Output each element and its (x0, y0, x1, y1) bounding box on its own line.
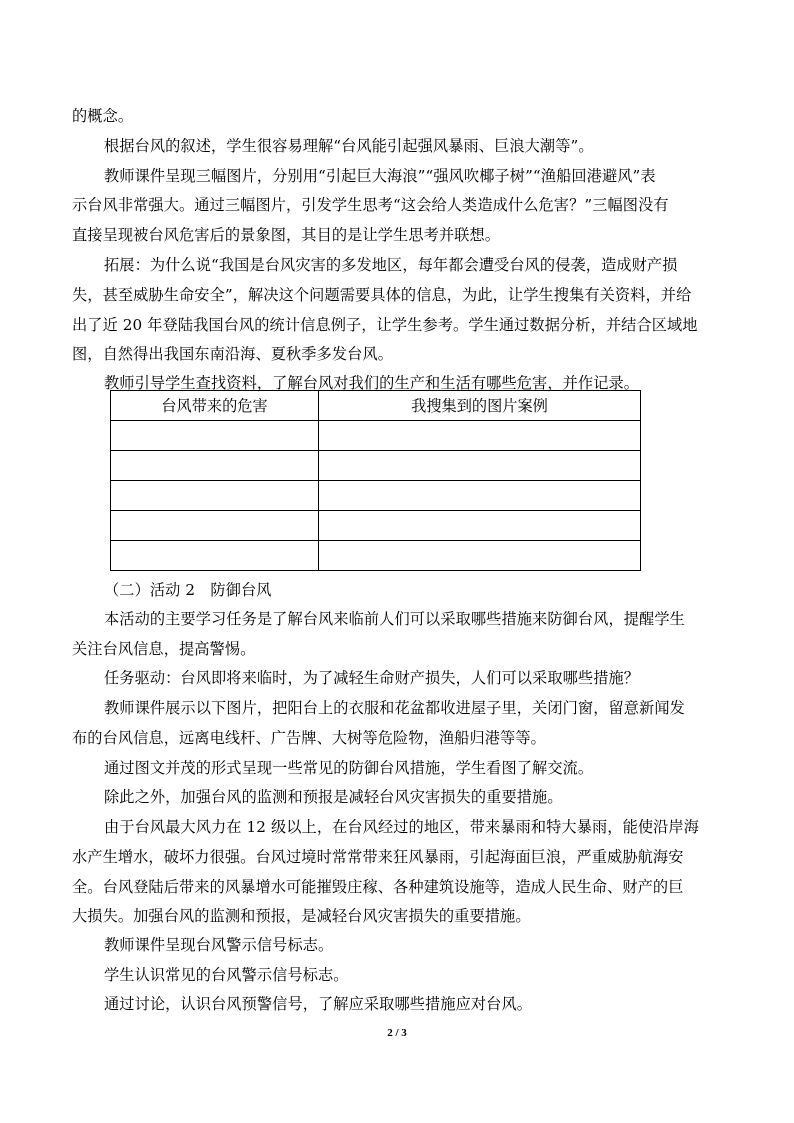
paragraph-line: 全。台风登陆后带来的风暴增水可能摧毁庄稼、各种建筑设施等，造成人民生命、财产的巨 (72, 878, 684, 896)
table-row (111, 421, 641, 451)
paragraph-line: 直接呈现被台风危害后的景象图，其目的是让学生思考并联想。 (72, 226, 501, 244)
paragraph-line: 布的台风信息，远离电线杆、广告牌、大树等危险物，渔船归港等等。 (72, 729, 546, 747)
paragraph-line: 大损失。加强台风的监测和预报，是减轻台风灾害损失的重要措施。 (72, 907, 531, 925)
paragraph-line: 示台风非常强大。通过三幅图片，引发学生思考“这会给人类造成什么危害？”三幅图没有 (72, 196, 669, 214)
table-row (111, 541, 641, 571)
table-cell[interactable] (111, 481, 319, 511)
table-cell[interactable] (111, 541, 319, 571)
paragraph-line: 根据台风的叙述，学生很容易理解“台风能引起强风暴雨、巨浪大潮等”。 (104, 137, 594, 155)
paragraph-line: 通过讨论，认识台风预警信号，了解应采取哪些措施应对台风。 (104, 995, 533, 1013)
page-number: 2 / 3 (387, 1027, 407, 1039)
table-row (111, 511, 641, 541)
table-cell[interactable] (111, 511, 319, 541)
table-header-picture-cases: 我搜集到的图片案例 (319, 391, 641, 421)
table-cell[interactable] (319, 541, 641, 571)
table-cell[interactable] (319, 451, 641, 481)
paragraph-line: 失，甚至威胁生命安全”，解决这个问题需要具体的信息，为此，让学生搜集有关资料，并给 (72, 286, 692, 304)
paragraph-line: 的概念。 (72, 107, 134, 125)
table-row (111, 481, 641, 511)
table-cell[interactable] (319, 511, 641, 541)
paragraph-line: 水产生增水，破坏力很强。台风过境时常常带来狂风暴雨，引起海面巨浪，严重威胁航海安 (72, 848, 684, 866)
table-row (111, 451, 641, 481)
record-table (110, 390, 641, 571)
paragraph-line: 图，自然得出我国东南沿海、夏秋季多发台风。 (72, 345, 394, 363)
paragraph-line: 任务驱动：台风即将来临时，为了减轻生命财产损失，人们可以采取哪些措施？ (104, 669, 640, 687)
section-heading: （二）活动 2 防御台风 (104, 581, 272, 599)
paragraph-line: 由于台风最大风力在 12 级以上，在台风经过的地区，带来暴雨和特大暴雨，能使沿岸海 (104, 818, 700, 836)
paragraph-line: 学生认识常见的台风警示信号标志。 (104, 966, 349, 984)
paragraph-line: 通过图文并茂的形式呈现一些常见的防御台风措施，学生看图了解交流。 (104, 759, 594, 777)
table-header-hazard: 台风带来的危害 (111, 391, 319, 421)
paragraph-line: 本活动的主要学习任务是了解台风来临前人们可以采取哪些措施来防御台风，提醒学生 (104, 610, 685, 628)
paragraph-line: 出了近 20 年登陆我国台风的统计信息例子，让学生参考。学生通过数据分析，并结合区域地 (72, 316, 698, 334)
table-cell[interactable] (319, 421, 641, 451)
paragraph-line: 拓展：为什么说“我国是台风灾害的多发地区，每年都会遭受台风的侵袭，造成财产损 (104, 256, 678, 274)
paragraph-line: 教师课件呈现三幅图片，分别用“引起巨大海浪”“强风吹椰子树”“渔船回港避风”表 (104, 167, 656, 185)
table-cell[interactable] (111, 421, 319, 451)
paragraph-line: 教师课件呈现台风警示信号标志。 (104, 936, 334, 954)
paragraph-line: 除此之外，加强台风的监测和预报是减轻台风灾害损失的重要措施。 (104, 788, 563, 806)
table-cell[interactable] (319, 481, 641, 511)
table-cell[interactable] (111, 451, 319, 481)
paragraph-line: 教师课件展示以下图片，把阳台上的衣服和花盆都收进屋子里，关闭门窗，留意新闻发 (104, 699, 685, 717)
paragraph-line: 教师引导学生查找资料，了解台风对我们的生产和生活有哪些危害，并作记录。 (104, 374, 640, 392)
table-header-row (111, 391, 641, 421)
paragraph-line: 关注台风信息，提高警惕。 (72, 640, 256, 658)
